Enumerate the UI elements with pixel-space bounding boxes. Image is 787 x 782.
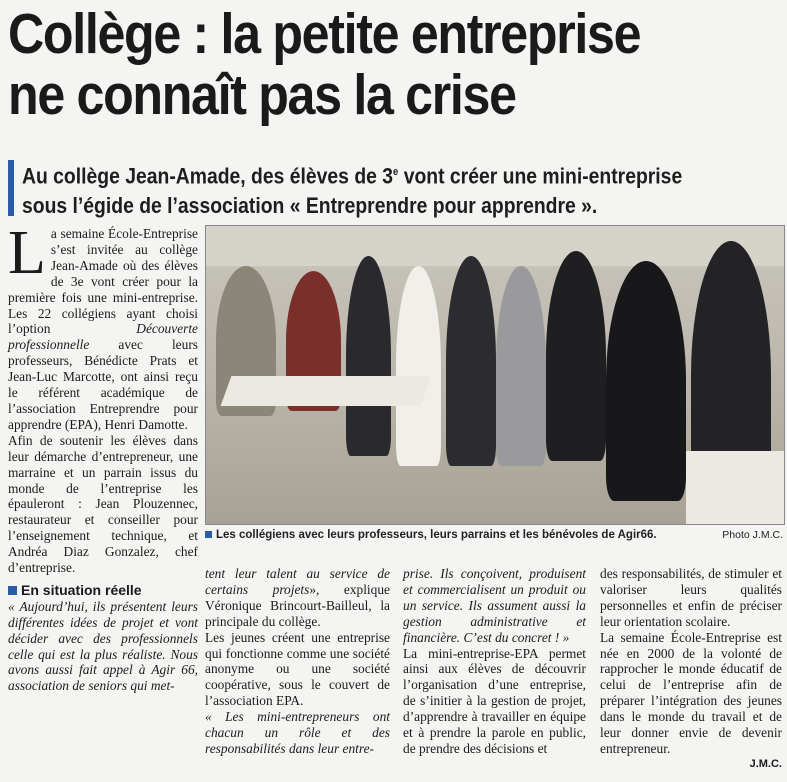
- subhead-line-1: [22, 158, 693, 191]
- caption-bullet-icon: [205, 531, 212, 538]
- quote-italic: tent leur talent au service de certains projets: [205, 566, 390, 597]
- column-2-paragraph-2: Les jeunes créent une entreprise qui fonctionne comme une société anonyme ou une société coopérative, sous le couvert de l’association EPA.: [205, 629, 390, 709]
- caption-text: Les collégiens avec leurs professeurs, leurs parrains et les bénévoles de Agir66.: [216, 529, 657, 541]
- subheadline: [22, 158, 693, 220]
- group-photo: [205, 225, 785, 525]
- article-column-1: [8, 219, 198, 694]
- headline: [8, 4, 691, 126]
- photo-ceiling: [206, 226, 784, 266]
- headline-line-2: ne connaît pas la crise: [8, 63, 516, 127]
- subhead-text-end: vont créer une mini-entreprise: [398, 163, 683, 189]
- subhead-accent-bar: [8, 160, 14, 216]
- paragraph-text-end: avec leurs professeurs, Bénédicte Prats et Jean-Luc Marcotte, ont ainsi reçu le référent académique de l’association Entreprendre pour apprendre (EPA), Henri Damotte.: [8, 337, 198, 432]
- headline-line-1: Collège : la petite entreprise: [8, 2, 641, 66]
- column-3-paragraph-2: La mini-entreprise-EPA permet ainsi aux élèves de découvrir l’organisation d’une entreprise, de s’initier à la gestion de projet, d’apprendre à travailler en équipe et à prendre la parole en public, de prendre des décisions et: [403, 645, 586, 756]
- photo-person: [606, 261, 686, 501]
- column-4-paragraph-2: La semaine École-Entreprise est née en 2000 de la volonté de rapprocher le monde éducatif de celui de l’entreprise afin de préparer l’intégration des jeunes dans le monde du travail et de leur donner envie de devenir entrepreneur.: [600, 629, 782, 756]
- photo-person: [396, 266, 441, 466]
- column-4-paragraph-1: des responsabilités, de stimuler et valoriser leurs qualités personnelles et enfin de préciser leur orientation scolaire.: [600, 566, 782, 629]
- article-column-3: [403, 566, 586, 757]
- article-column-4: [600, 566, 782, 773]
- paragraph-text: a semaine École-Entreprise s’est invitée au collège Jean-Amade où des élèves de 3e vont créer pour la première fois une mini-entreprise. Les 22 collégiens ayant choisi l’option: [8, 226, 198, 337]
- photo-person: [346, 256, 391, 456]
- column-1-paragraph-2: Afin de soutenir les élèves dans leur démarche d’entrepreneur, une marraine et un parrain issus du monde de l’entreprise les épauleront : Jean Plouzennec, restaurateur et conseiller pour l’enseignement technique, et Andréa Diaz Gonzalez, chef d’entreprise.: [8, 432, 198, 576]
- paragraph-text: », explique Véronique Brincourt-Bailleul, la principale du collège.: [205, 581, 390, 629]
- drop-cap: L: [8, 219, 46, 287]
- photo-person: [496, 266, 546, 466]
- subhead-text: Au collège Jean-Amade, des élèves de 3: [22, 163, 394, 189]
- italic-option: Découverte professionnelle: [8, 321, 198, 353]
- photo-table: [221, 376, 432, 406]
- photo-table: [686, 451, 784, 524]
- column-2-paragraph-3: « Les mini-entrepreneurs ont chacun un rôle et des responsabilités dans leur entre-: [205, 709, 390, 756]
- subhead-superscript: e: [393, 166, 399, 178]
- column-1-paragraph-3: « Aujourd’hui, ils présentent leurs différentes idées de projet et vont décider avec des professionnels celle qui est la plus réaliste. Nous avons aussi fait appel à Agir 66, association de seniors qui met-: [8, 598, 198, 694]
- section-heading: [8, 583, 198, 599]
- photo-caption: [205, 529, 783, 541]
- photo-person: [446, 256, 496, 466]
- article-column-2: [205, 566, 390, 757]
- column-3-paragraph-1: prise. Ils conçoivent, produisent et commercialisent un produit ou un service. Ils assument aussi la gestion administrative et financière. C’est du concret ! »: [403, 566, 586, 645]
- section-bullet-icon: [8, 586, 17, 595]
- column-2-paragraph-1: [205, 566, 390, 630]
- author-signature: J.M.C.: [749, 757, 782, 770]
- column-1-paragraph-1: [8, 219, 198, 433]
- subhead-line-2: sous l’égide de l’association « Entreprendre pour apprendre ».: [22, 192, 598, 218]
- photo-person: [546, 251, 606, 461]
- section-heading-text: En situation réelle: [21, 581, 142, 598]
- photo-credit: Photo J.M.C.: [722, 529, 783, 541]
